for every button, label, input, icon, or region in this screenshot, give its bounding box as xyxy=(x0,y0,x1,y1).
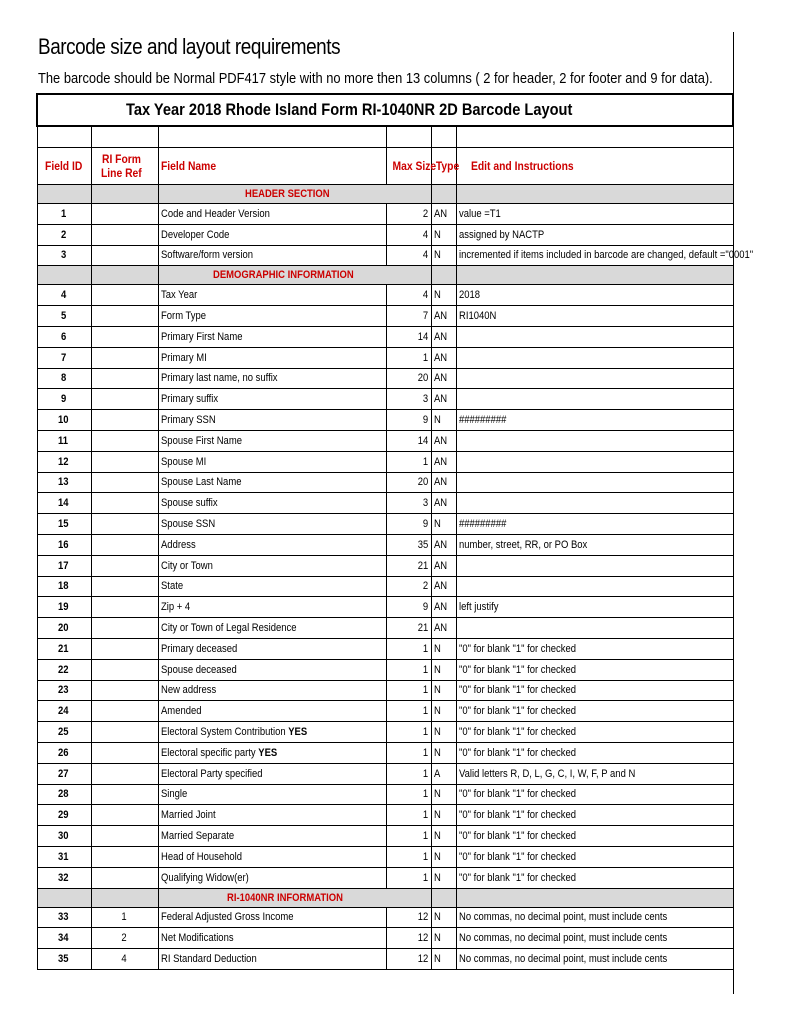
section-cell xyxy=(91,266,158,285)
field-id-cell: 27 xyxy=(37,763,91,784)
max-size-cell: 9 xyxy=(386,514,431,535)
field-name-cell: Primary MI xyxy=(158,347,386,368)
field-id-cell: 2 xyxy=(37,224,91,245)
table-row xyxy=(37,618,733,639)
edit-instructions-cell xyxy=(456,451,733,472)
type-cell: AN xyxy=(431,347,456,368)
edit-instructions-cell: "0" for blank "1" for checked xyxy=(456,784,733,805)
max-size-cell: 35 xyxy=(386,534,431,555)
edit-instructions-cell xyxy=(456,618,733,639)
field-id-cell: 16 xyxy=(37,534,91,555)
table-row xyxy=(37,430,733,451)
field-name-cell: Code and Header Version xyxy=(158,204,386,225)
table-row xyxy=(37,784,733,805)
line-ref-cell xyxy=(91,534,158,555)
type-cell: N xyxy=(431,659,456,680)
section-cell xyxy=(456,266,733,285)
edit-instructions-cell: assigned by NACTP xyxy=(456,224,733,245)
type-cell: N xyxy=(431,846,456,867)
edit-instructions-cell: No commas, no decimal point, must include cents xyxy=(456,928,733,949)
type-cell: N xyxy=(431,224,456,245)
field-name-cell: Primary deceased xyxy=(158,638,386,659)
section-header-row xyxy=(37,266,733,285)
field-id-cell: 19 xyxy=(37,597,91,618)
table-row xyxy=(37,680,733,701)
field-id-cell: 8 xyxy=(37,368,91,389)
type-cell: N xyxy=(431,928,456,949)
table-row xyxy=(37,555,733,576)
field-id-cell: 26 xyxy=(37,742,91,763)
table-row xyxy=(37,742,733,763)
type-cell: AN xyxy=(431,368,456,389)
field-id-cell: 13 xyxy=(37,472,91,493)
max-size-cell: 4 xyxy=(386,285,431,306)
type-cell: N xyxy=(431,701,456,722)
field-name-cell: Federal Adjusted Gross Income xyxy=(158,907,386,928)
type-cell: AN xyxy=(431,389,456,410)
line-ref-cell xyxy=(91,742,158,763)
max-size-cell: 21 xyxy=(386,555,431,576)
line-ref-cell xyxy=(91,576,158,597)
edit-instructions-cell xyxy=(456,389,733,410)
type-cell: N xyxy=(431,784,456,805)
max-size-cell: 9 xyxy=(386,410,431,431)
field-id-cell: 20 xyxy=(37,618,91,639)
field-name-cell: Primary First Name xyxy=(158,326,386,347)
line-ref-cell xyxy=(91,805,158,826)
table-row xyxy=(37,826,733,847)
table-title: Tax Year 2018 Rhode Island Form RI-1040NR 2D Barcode Layout xyxy=(37,94,733,126)
field-id-cell: 33 xyxy=(37,907,91,928)
field-id-cell: 10 xyxy=(37,410,91,431)
field-id-cell: 29 xyxy=(37,805,91,826)
line-ref-cell xyxy=(91,597,158,618)
max-size-cell: 1 xyxy=(386,638,431,659)
line-ref-cell xyxy=(91,285,158,306)
edit-instructions-cell xyxy=(456,472,733,493)
table-row xyxy=(37,659,733,680)
edit-instructions-cell: "0" for blank "1" for checked xyxy=(456,722,733,743)
max-size-cell: 1 xyxy=(386,347,431,368)
line-ref-cell xyxy=(91,701,158,722)
line-ref-cell xyxy=(91,763,158,784)
field-name-cell: Primary last name, no suffix xyxy=(158,368,386,389)
field-id-cell: 31 xyxy=(37,846,91,867)
edit-instructions-cell: "0" for blank "1" for checked xyxy=(456,638,733,659)
line-ref-cell xyxy=(91,638,158,659)
field-name-cell: New address xyxy=(158,680,386,701)
type-cell: AN xyxy=(431,493,456,514)
max-size-cell: 14 xyxy=(386,326,431,347)
table-row xyxy=(37,928,733,949)
line-ref-cell xyxy=(91,659,158,680)
type-cell: AN xyxy=(431,618,456,639)
field-name-cell: Net Modifications xyxy=(158,928,386,949)
table-row xyxy=(37,534,733,555)
line-ref-cell xyxy=(91,306,158,327)
max-size-cell: 12 xyxy=(386,928,431,949)
table-row xyxy=(37,368,733,389)
max-size-cell: 1 xyxy=(386,742,431,763)
field-id-cell: 18 xyxy=(37,576,91,597)
type-cell: N xyxy=(431,826,456,847)
table-row xyxy=(37,451,733,472)
line-ref-cell xyxy=(91,430,158,451)
line-ref-cell xyxy=(91,618,158,639)
line-ref-cell xyxy=(91,204,158,225)
max-size-cell: 1 xyxy=(386,722,431,743)
field-name-cell: Software/form version xyxy=(158,245,386,266)
field-name-cell: Form Type xyxy=(158,306,386,327)
edit-instructions-cell: Valid letters R, D, L, G, C, I, W, F, P and N xyxy=(456,763,733,784)
table-row xyxy=(37,245,733,266)
line-ref-cell xyxy=(91,493,158,514)
line-ref-cell xyxy=(91,722,158,743)
line-ref-cell xyxy=(91,245,158,266)
col-header-max-size: Max Size xyxy=(386,148,431,185)
table-row xyxy=(37,472,733,493)
field-id-cell: 9 xyxy=(37,389,91,410)
field-name-cell: Spouse Last Name xyxy=(158,472,386,493)
max-size-cell: 1 xyxy=(386,784,431,805)
edit-instructions-cell xyxy=(456,493,733,514)
line-ref-cell xyxy=(91,224,158,245)
section-label: DEMOGRAPHIC INFORMATION xyxy=(158,266,431,285)
edit-instructions-cell: ######### xyxy=(456,514,733,535)
line-ref-cell xyxy=(91,347,158,368)
edit-instructions-cell xyxy=(456,326,733,347)
max-size-cell: 7 xyxy=(386,306,431,327)
line-ref-cell xyxy=(91,389,158,410)
type-cell: N xyxy=(431,638,456,659)
max-size-cell: 3 xyxy=(386,389,431,410)
field-id-cell: 7 xyxy=(37,347,91,368)
type-cell: N xyxy=(431,949,456,970)
table-row xyxy=(37,907,733,928)
section-cell xyxy=(431,266,456,285)
line-ref-cell xyxy=(91,555,158,576)
field-name-cell: Developer Code xyxy=(158,224,386,245)
max-size-cell: 1 xyxy=(386,805,431,826)
table-row xyxy=(37,701,733,722)
type-cell: AN xyxy=(431,597,456,618)
field-name-cell: RI Standard Deduction xyxy=(158,949,386,970)
field-name-cell: City or Town xyxy=(158,555,386,576)
table-row xyxy=(37,597,733,618)
edit-instructions-cell: ######### xyxy=(456,410,733,431)
field-id-cell: 15 xyxy=(37,514,91,535)
table-row xyxy=(37,493,733,514)
table-row xyxy=(37,722,733,743)
table-row xyxy=(37,763,733,784)
edit-instructions-cell xyxy=(456,368,733,389)
barcode-layout-table xyxy=(36,93,753,970)
edit-instructions-cell: value =T1 xyxy=(456,204,733,225)
edit-instructions-cell: RI1040N xyxy=(456,306,733,327)
field-name-cell: Spouse First Name xyxy=(158,430,386,451)
type-cell: N xyxy=(431,410,456,431)
type-cell: N xyxy=(431,805,456,826)
field-id-cell: 21 xyxy=(37,638,91,659)
type-cell: AN xyxy=(431,555,456,576)
table-row xyxy=(37,410,733,431)
field-name-cell: Spouse MI xyxy=(158,451,386,472)
field-id-cell: 4 xyxy=(37,285,91,306)
field-id-cell: 25 xyxy=(37,722,91,743)
type-cell: N xyxy=(431,742,456,763)
edit-instructions-cell: "0" for blank "1" for checked xyxy=(456,826,733,847)
edit-instructions-cell: "0" for blank "1" for checked xyxy=(456,680,733,701)
field-name-cell: Electoral specific party YES xyxy=(158,742,386,763)
col-header-line-ref: RI Form Line Ref xyxy=(91,148,158,185)
table-row xyxy=(37,306,733,327)
table-row xyxy=(37,576,733,597)
page-title: Barcode size and layout requirements xyxy=(38,34,341,59)
section-header-row xyxy=(37,888,733,907)
edit-instructions-cell xyxy=(456,430,733,451)
field-id-cell: 11 xyxy=(37,430,91,451)
table-row xyxy=(37,949,733,970)
line-ref-cell xyxy=(91,514,158,535)
max-size-cell: 1 xyxy=(386,763,431,784)
field-id-cell: 32 xyxy=(37,867,91,888)
type-cell: AN xyxy=(431,326,456,347)
field-name-cell: Primary suffix xyxy=(158,389,386,410)
edit-instructions-cell xyxy=(456,576,733,597)
table-row xyxy=(37,389,733,410)
line-ref-cell: 2 xyxy=(91,928,158,949)
type-cell: N xyxy=(431,907,456,928)
field-name-cell: Spouse suffix xyxy=(158,493,386,514)
line-ref-cell xyxy=(91,867,158,888)
type-cell: AN xyxy=(431,430,456,451)
column-header-row xyxy=(37,148,733,185)
line-ref-cell xyxy=(91,368,158,389)
section-cell xyxy=(456,888,733,907)
section-cell xyxy=(37,266,91,285)
field-id-cell: 5 xyxy=(37,306,91,327)
edit-instructions-cell: "0" for blank "1" for checked xyxy=(456,742,733,763)
max-size-cell: 12 xyxy=(386,949,431,970)
section-cell xyxy=(37,185,91,204)
table-row xyxy=(37,805,733,826)
col-header-edit: Edit and Instructions xyxy=(456,148,733,185)
section-cell xyxy=(431,185,456,204)
edit-instructions-cell: "0" for blank "1" for checked xyxy=(456,701,733,722)
field-name-cell: State xyxy=(158,576,386,597)
col-header-type: Type xyxy=(431,148,456,185)
field-id-cell: 6 xyxy=(37,326,91,347)
max-size-cell: 1 xyxy=(386,680,431,701)
section-cell xyxy=(91,185,158,204)
line-ref-cell: 4 xyxy=(91,949,158,970)
edit-instructions-cell: left justify xyxy=(456,597,733,618)
field-name-cell: Spouse deceased xyxy=(158,659,386,680)
line-ref-cell xyxy=(91,326,158,347)
edit-instructions-cell xyxy=(456,555,733,576)
max-size-cell: 20 xyxy=(386,368,431,389)
field-name-cell: Head of Household xyxy=(158,846,386,867)
field-name-cell: Single xyxy=(158,784,386,805)
field-name-cell: Electoral System Contribution YES xyxy=(158,722,386,743)
field-id-cell: 17 xyxy=(37,555,91,576)
field-id-cell: 22 xyxy=(37,659,91,680)
field-id-cell: 1 xyxy=(37,204,91,225)
max-size-cell: 1 xyxy=(386,867,431,888)
edit-instructions-cell: No commas, no decimal point, must include cents xyxy=(456,907,733,928)
edit-instructions-cell: number, street, RR, or PO Box xyxy=(456,534,733,555)
max-size-cell: 20 xyxy=(386,472,431,493)
col-header-field-id: Field ID xyxy=(37,148,91,185)
table-row xyxy=(37,514,733,535)
max-size-cell: 9 xyxy=(386,597,431,618)
field-name-cell: Married Separate xyxy=(158,826,386,847)
type-cell: AN xyxy=(431,204,456,225)
line-ref-cell xyxy=(91,410,158,431)
max-size-cell: 2 xyxy=(386,576,431,597)
field-name-cell: Married Joint xyxy=(158,805,386,826)
field-id-cell: 14 xyxy=(37,493,91,514)
edit-instructions-cell: "0" for blank "1" for checked xyxy=(456,846,733,867)
field-id-cell: 12 xyxy=(37,451,91,472)
field-name-cell: Primary SSN xyxy=(158,410,386,431)
field-name-cell: City or Town of Legal Residence xyxy=(158,618,386,639)
field-name-cell: Qualifying Widow(er) xyxy=(158,867,386,888)
table-row xyxy=(37,846,733,867)
type-cell: A xyxy=(431,763,456,784)
line-ref-cell xyxy=(91,472,158,493)
field-name-cell: Address xyxy=(158,534,386,555)
edit-instructions-cell: 2018 xyxy=(456,285,733,306)
section-cell xyxy=(431,888,456,907)
line-ref-cell xyxy=(91,846,158,867)
section-label: HEADER SECTION xyxy=(158,185,431,204)
spacer-row xyxy=(37,126,733,148)
type-cell: N xyxy=(431,514,456,535)
type-cell: AN xyxy=(431,534,456,555)
edit-instructions-cell: "0" for blank "1" for checked xyxy=(456,659,733,680)
line-ref-cell xyxy=(91,784,158,805)
line-ref-cell xyxy=(91,680,158,701)
line-ref-cell xyxy=(91,826,158,847)
table-row xyxy=(37,224,733,245)
type-cell: N xyxy=(431,680,456,701)
section-cell xyxy=(37,888,91,907)
line-ref-cell: 1 xyxy=(91,907,158,928)
table-row xyxy=(37,285,733,306)
max-size-cell: 1 xyxy=(386,701,431,722)
edit-instructions-cell: "0" for blank "1" for checked xyxy=(456,867,733,888)
type-cell: N xyxy=(431,867,456,888)
table-title-row xyxy=(37,94,733,126)
type-cell: AN xyxy=(431,576,456,597)
type-cell: AN xyxy=(431,472,456,493)
field-id-cell: 35 xyxy=(37,949,91,970)
table-row xyxy=(37,326,733,347)
page-subtitle: The barcode should be Normal PDF417 style with no more then 13 columns ( 2 for header, 2 for footer and 9 for data). xyxy=(38,70,713,87)
field-id-cell: 30 xyxy=(37,826,91,847)
field-name-cell: Electoral Party specified xyxy=(158,763,386,784)
type-cell: N xyxy=(431,722,456,743)
type-cell: N xyxy=(431,245,456,266)
edit-instructions-cell xyxy=(456,347,733,368)
max-size-cell: 2 xyxy=(386,204,431,225)
table-row xyxy=(37,867,733,888)
max-size-cell: 1 xyxy=(386,826,431,847)
max-size-cell: 21 xyxy=(386,618,431,639)
field-id-cell: 24 xyxy=(37,701,91,722)
type-cell: AN xyxy=(431,451,456,472)
max-size-cell: 1 xyxy=(386,846,431,867)
section-cell xyxy=(91,888,158,907)
max-size-cell: 1 xyxy=(386,451,431,472)
edit-instructions-cell: incremented if items included in barcode are changed, default ="0001" xyxy=(456,245,733,266)
section-header-row xyxy=(37,185,733,204)
field-id-cell: 34 xyxy=(37,928,91,949)
type-cell: N xyxy=(431,285,456,306)
field-id-cell: 3 xyxy=(37,245,91,266)
max-size-cell: 12 xyxy=(386,907,431,928)
edit-instructions-cell: No commas, no decimal point, must include cents xyxy=(456,949,733,970)
max-size-cell: 4 xyxy=(386,245,431,266)
type-cell: AN xyxy=(431,306,456,327)
max-size-cell: 4 xyxy=(386,224,431,245)
table-row xyxy=(37,204,733,225)
edit-instructions-cell: "0" for blank "1" for checked xyxy=(456,805,733,826)
max-size-cell: 14 xyxy=(386,430,431,451)
section-cell xyxy=(456,185,733,204)
table-row xyxy=(37,347,733,368)
field-name-cell: Amended xyxy=(158,701,386,722)
table-row xyxy=(37,638,733,659)
max-size-cell: 3 xyxy=(386,493,431,514)
field-name-cell: Zip + 4 xyxy=(158,597,386,618)
field-name-cell: Tax Year xyxy=(158,285,386,306)
max-size-cell: 1 xyxy=(386,659,431,680)
field-id-cell: 28 xyxy=(37,784,91,805)
section-label: RI-1040NR INFORMATION xyxy=(158,888,431,907)
col-header-field-name: Field Name xyxy=(158,148,386,185)
line-ref-cell xyxy=(91,451,158,472)
field-id-cell: 23 xyxy=(37,680,91,701)
field-name-cell: Spouse SSN xyxy=(158,514,386,535)
